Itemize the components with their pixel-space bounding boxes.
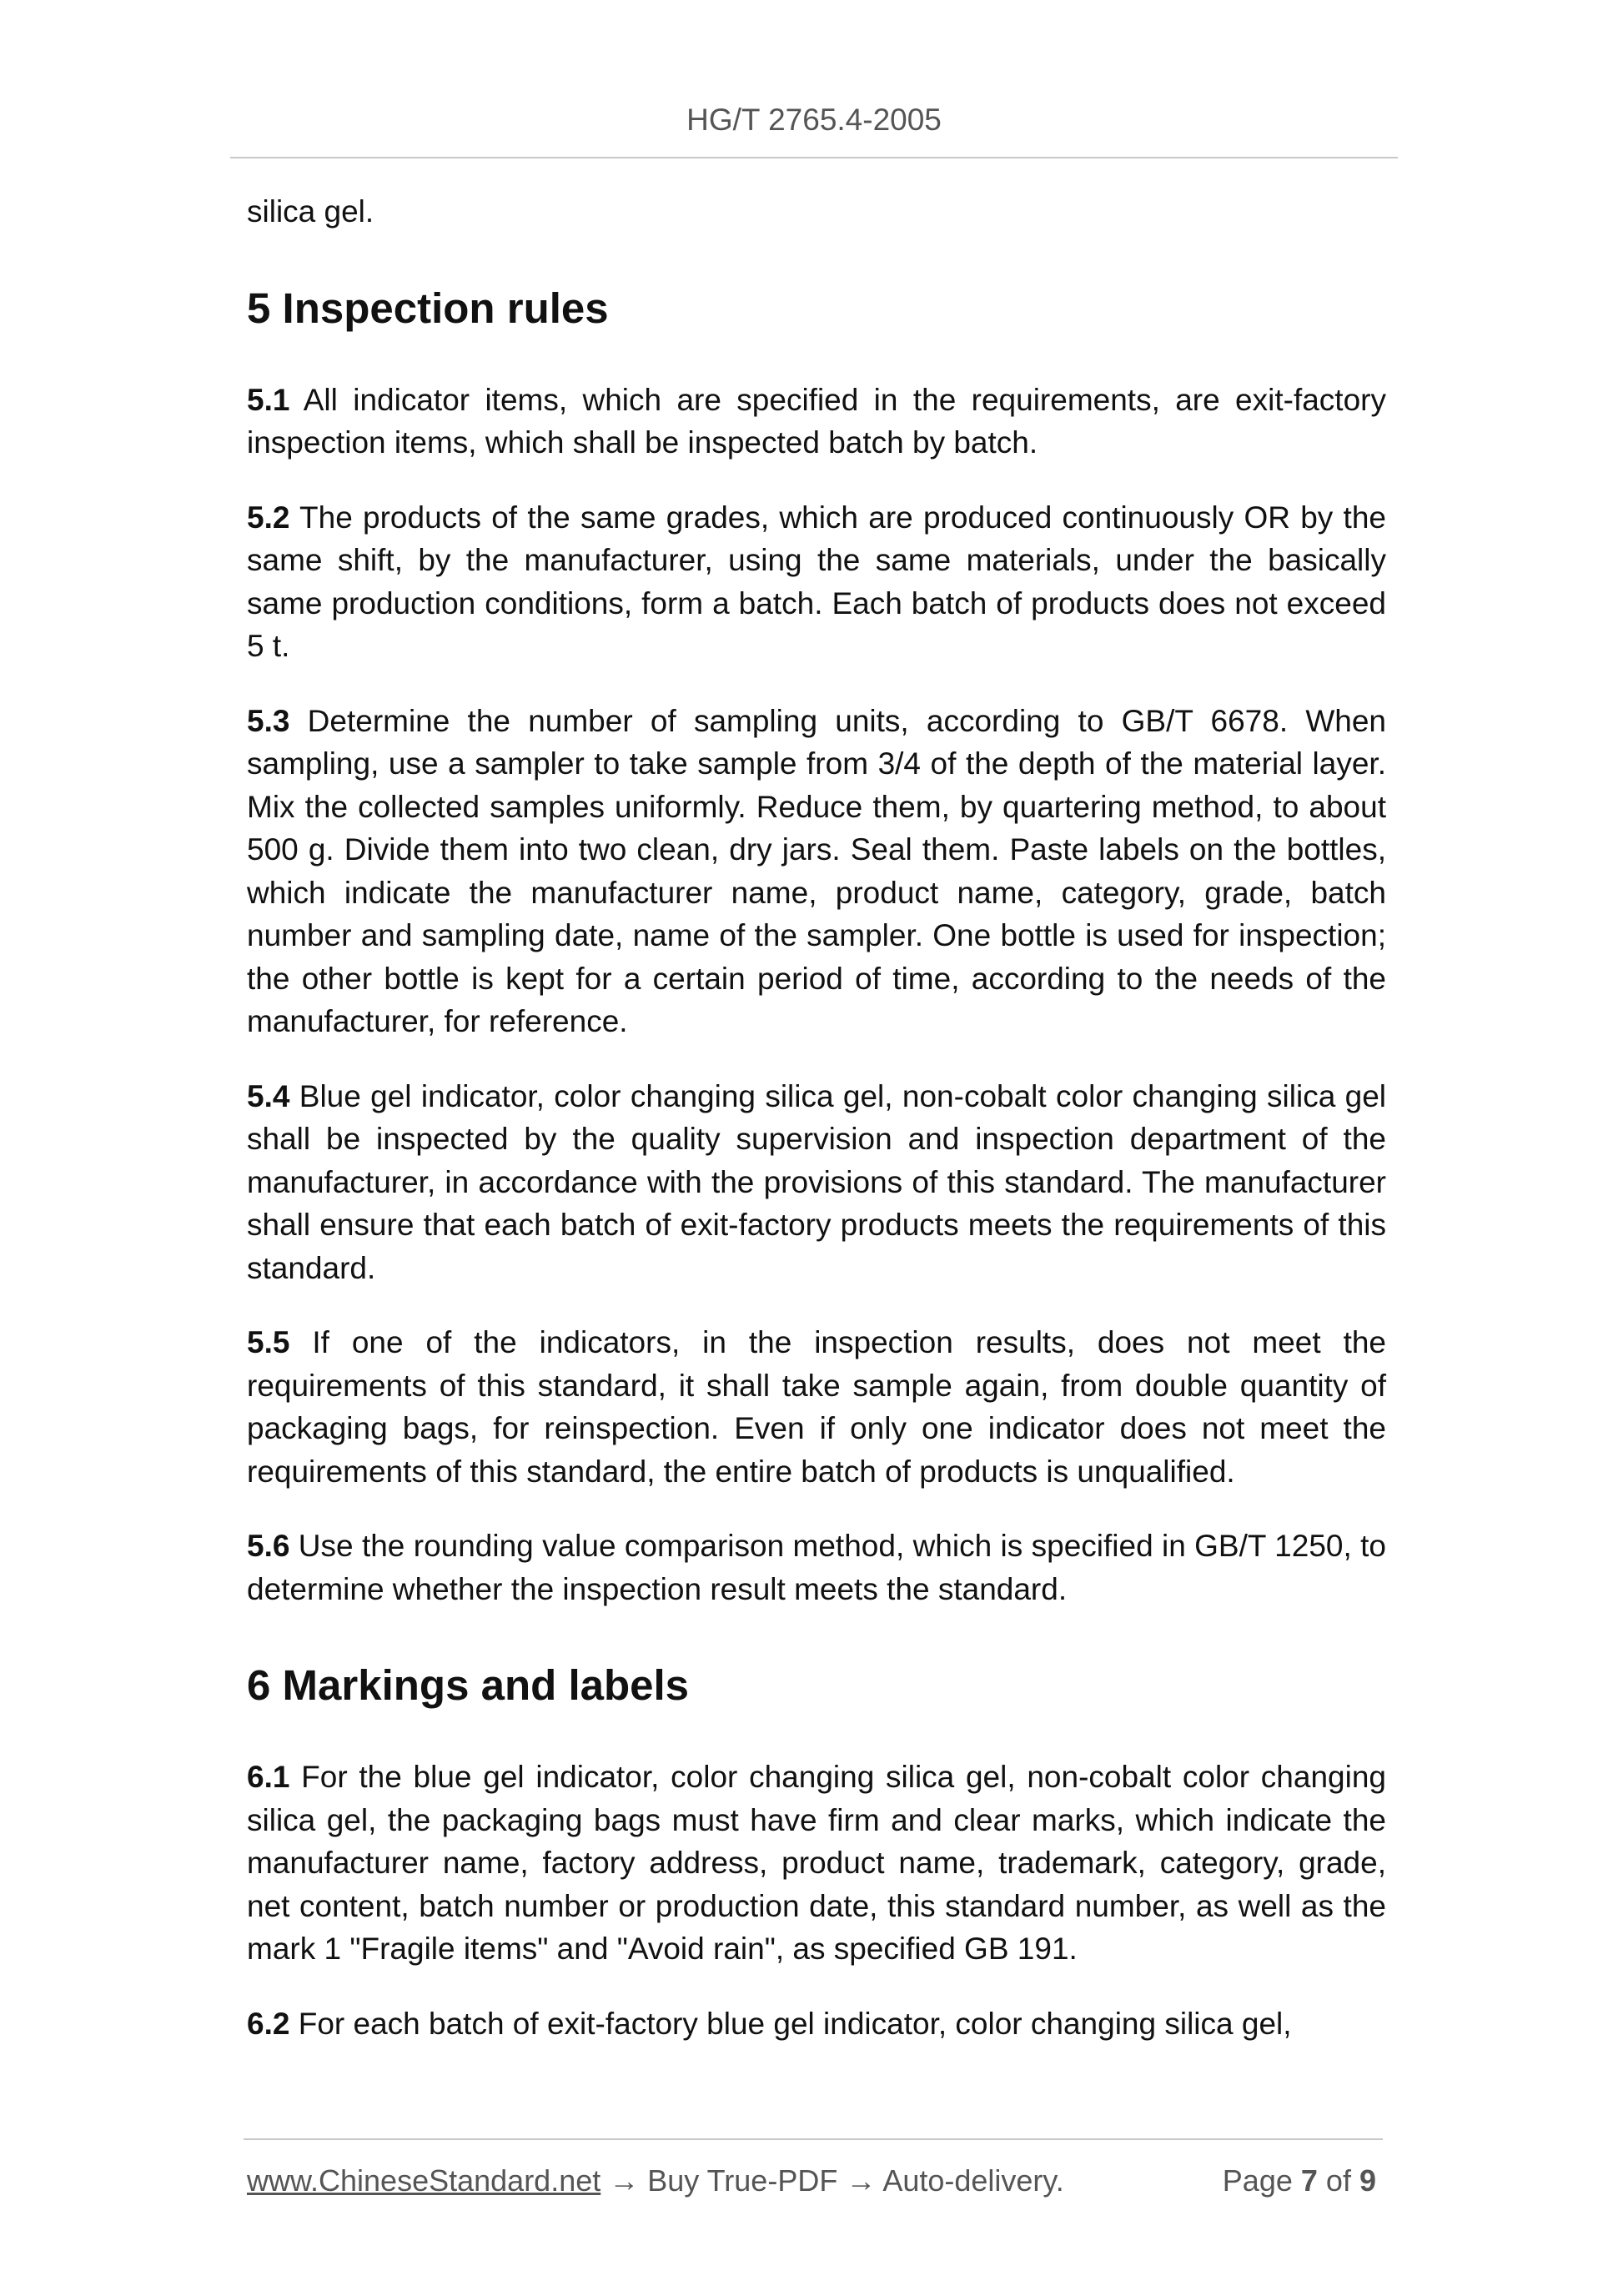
intro-text: silica gel. bbox=[247, 194, 374, 229]
clause-text: Blue gel indicator, color changing silica gel, non-cobalt color changing silica gel shall be inspected by the quality supervision and inspection department of the manufacturer, in accordance with the provisions of this standard. The manufacturer shall ensure that each batch of exit-factory products meets the requirements of this standard. bbox=[247, 1078, 1386, 1285]
clause-text: For the blue gel indicator, color changing silica gel, non-cobalt color changing silica gel, the packaging bags must have firm and clear marks, which indicate the manufacturer name, factory address, product name, trademark, category, grade, net content, batch number or production date, this standard number, as well as the mark 1 "Fragile items" and "Avoid rain", as specified GB 191. bbox=[247, 1760, 1386, 1966]
clause-text: The products of the same grades, which are produced continuously OR by the same shift, by the manufacturer, using the same materials, under the basically same production conditions, form a batch. Each batch of products does not exceed 5 t. bbox=[247, 500, 1386, 663]
page-total: 9 bbox=[1359, 2163, 1376, 2198]
section-6-heading: 6 Markings and labels bbox=[247, 1661, 690, 1709]
document-code: HG/T 2765.4-2005 bbox=[686, 103, 942, 137]
section-5-heading: 5 Inspection rules bbox=[247, 284, 609, 332]
clause-text: All indicator items, which are specified in the requirements, are exit-factory inspection items, which shall be inspected batch by batch. bbox=[247, 382, 1386, 460]
footer-tagline: → Buy True-PDF → Auto-delivery. bbox=[600, 2163, 1064, 2198]
clause-text: Determine the number of sampling units, according to GB/T 6678. When sampling, use a sampler to take sample from 3/4 of the depth of the material layer. Mix the collected samples uniformly. Reduce them, by quartering method, to about 500 g. Divide them into two clean, dry jars. Seal them. Paste labels on the bottles, which indicate the manufacturer name, product name, category, grade, batch number and sampling date, name of the sampler. One bottle is used for inspection; the other bottle is kept for a certain period of time, according to the needs of the manufacturer, for reference. bbox=[247, 703, 1386, 1038]
clause-text: Use the rounding value comparison method, which is specified in GB/T 1250, to determine whether the inspection result meets the standard. bbox=[247, 1529, 1386, 1606]
clause-6-2 bbox=[247, 2002, 1386, 2046]
page-footer bbox=[247, 2160, 1386, 2202]
clause-number: 6.2 bbox=[247, 2006, 290, 2041]
clause-5-4 bbox=[247, 1075, 1386, 1290]
clause-5-3 bbox=[247, 700, 1386, 1043]
website-link[interactable]: www.ChineseStandard.net bbox=[247, 2163, 601, 2198]
page-label: Page bbox=[1222, 2163, 1293, 2198]
clause-6-1 bbox=[247, 1756, 1386, 1971]
clause-number: 6.1 bbox=[247, 1760, 290, 1794]
clause-number: 5.4 bbox=[247, 1078, 290, 1113]
clause-5-2 bbox=[247, 496, 1386, 668]
clause-number: 5.5 bbox=[247, 1325, 290, 1359]
page-of: of bbox=[1325, 2163, 1351, 2198]
page-header bbox=[230, 83, 1398, 158]
clause-number: 5.2 bbox=[247, 500, 290, 535]
clause-number: 5.1 bbox=[247, 382, 290, 417]
clause-number: 5.3 bbox=[247, 703, 290, 738]
page-number bbox=[1223, 2160, 1376, 2202]
clause-5-1 bbox=[247, 379, 1386, 465]
clause-5-5 bbox=[247, 1321, 1386, 1493]
footer-promo bbox=[247, 2160, 1064, 2202]
clause-5-6 bbox=[247, 1525, 1386, 1610]
clause-number: 5.6 bbox=[247, 1529, 290, 1563]
page-current: 7 bbox=[1300, 2163, 1318, 2198]
clause-text: If one of the indicators, in the inspection results, does not meet the requirements of this standard, it shall take sample again, from double quantity of packaging bags, for reinspection. Even if only one indicator does not meet the requirements of this standard, the entire batch of products is unqualified. bbox=[247, 1325, 1386, 1489]
footer-divider bbox=[244, 2138, 1383, 2140]
clause-text: For each batch of exit-factory blue gel indicator, color changing silica gel, bbox=[289, 2006, 1292, 2041]
document-body bbox=[247, 190, 1386, 2045]
